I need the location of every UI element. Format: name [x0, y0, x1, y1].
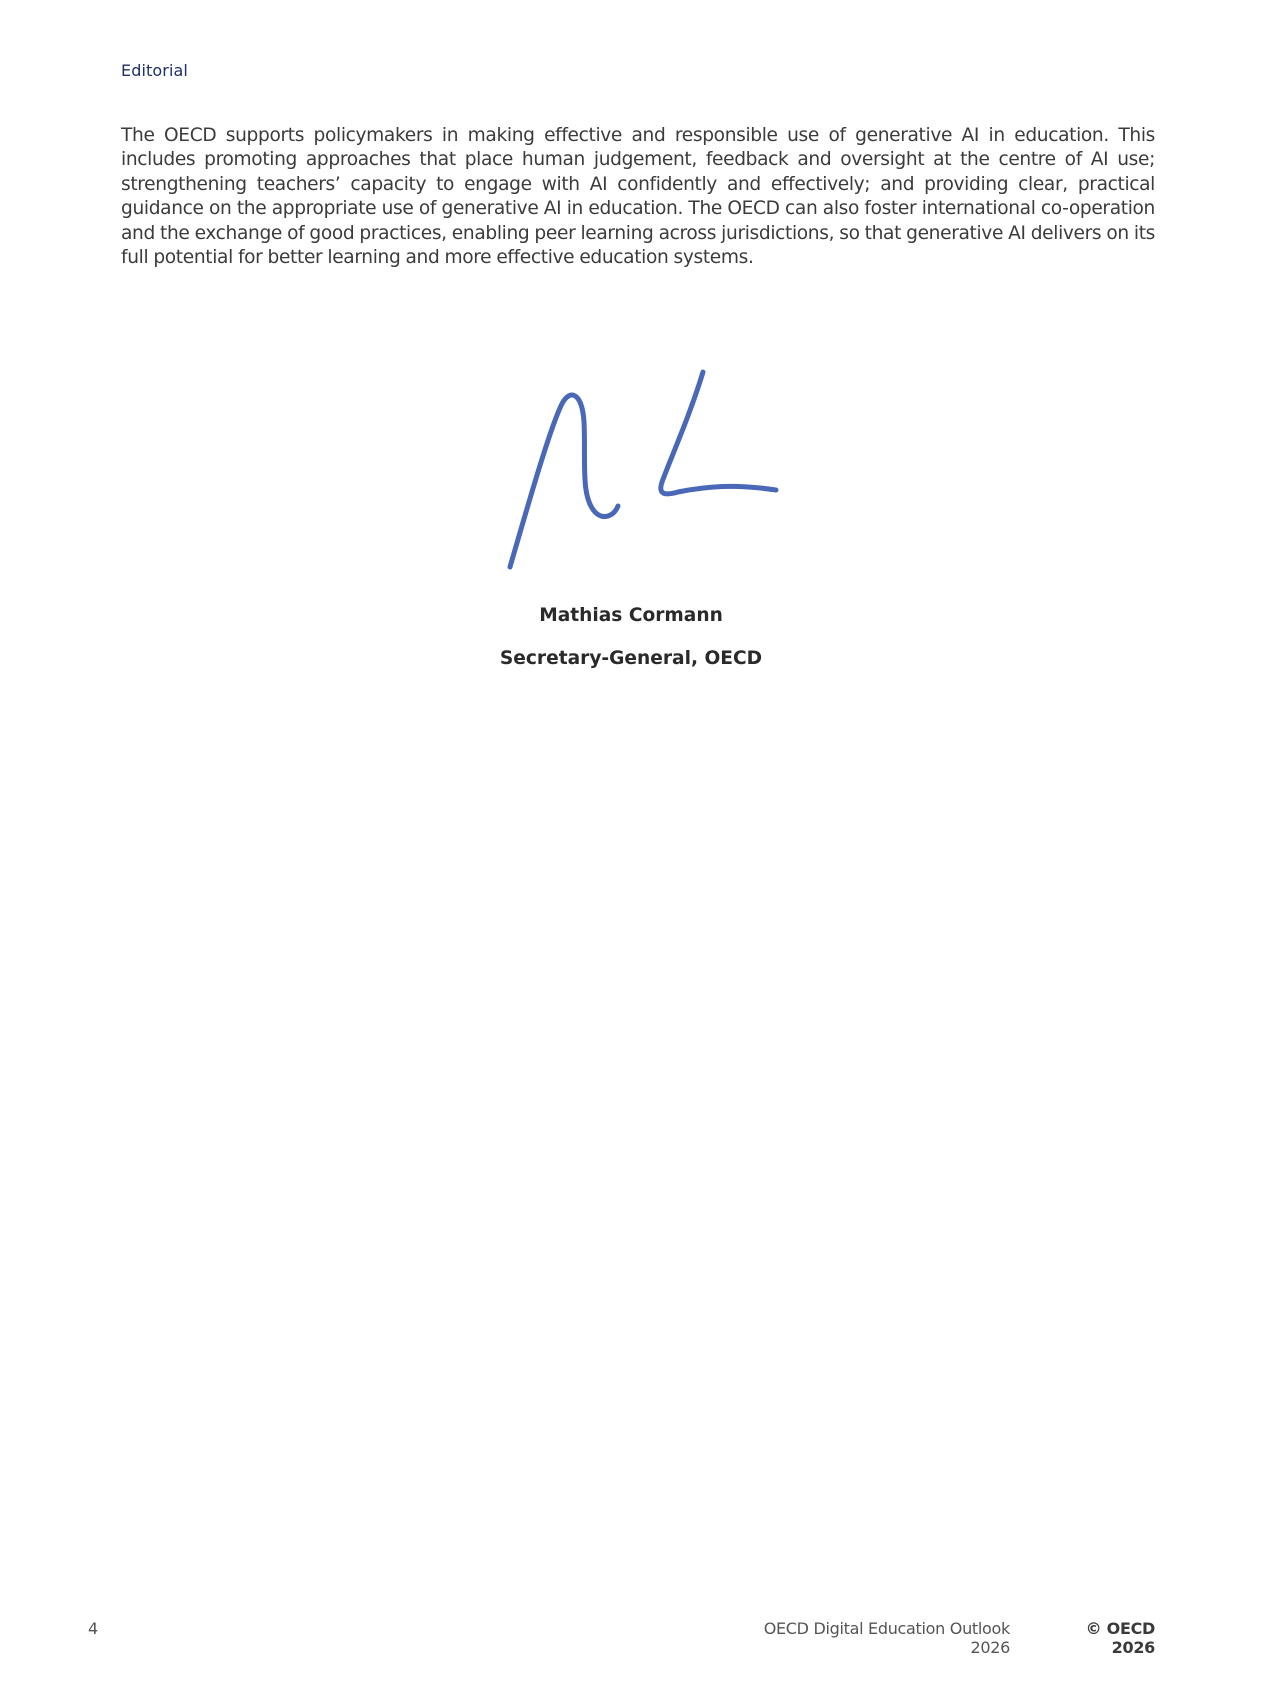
signature-icon	[500, 360, 790, 575]
signature-stroke-2	[661, 372, 776, 494]
section-label: Editorial	[121, 61, 188, 80]
editorial-paragraph: The OECD supports policymakers in making effective and responsible use of generative AI in education. This includes promoting approaches that place human judgement, feedback and oversight at the centre of AI use; strengthening teachers’ capacity to engage with AI confidently and effectively; and providing clear, practical guidance on the appropriate use of generative AI in education. The OECD can also foster international co-operation and the exchange of good practices, enabling peer learning across jurisdictions, so that generative AI delivers on its full potential for better learning and more effective education systems.	[121, 125, 1155, 269]
signatory-name: Mathias Cormann	[539, 605, 723, 626]
signature-stroke-1	[510, 395, 618, 567]
copyright-notice: © OECD 2026	[1085, 1619, 1155, 1657]
page-number: 4	[88, 1619, 99, 1638]
signatory-title: Secretary-General, OECD	[499, 648, 763, 669]
publication-title: OECD Digital Education Outlook 2026	[763, 1619, 1010, 1657]
